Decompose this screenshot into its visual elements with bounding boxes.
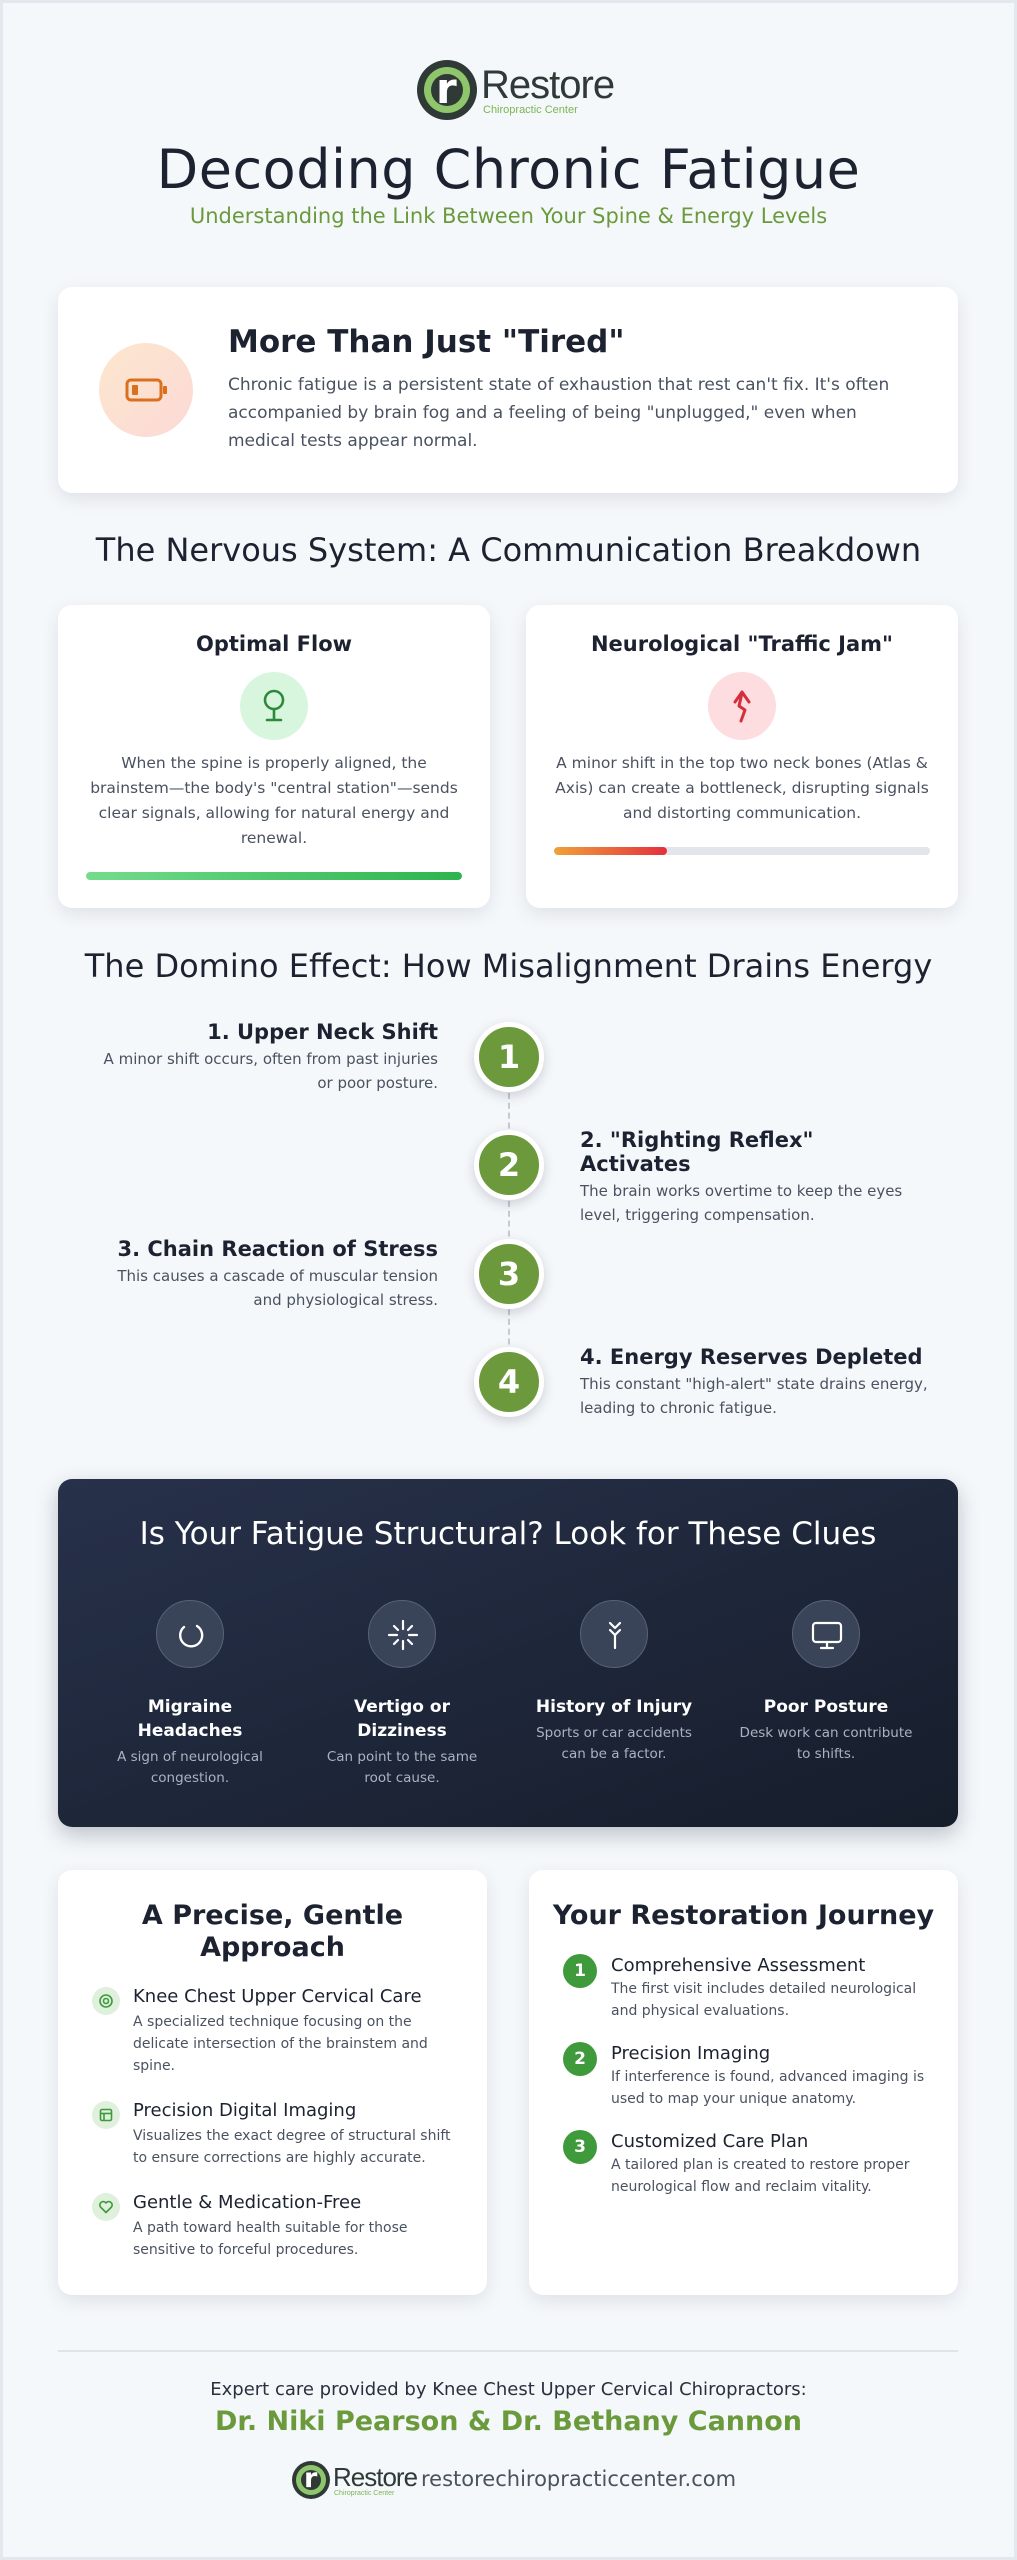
approach-item-2-desc: Visualizes the exact degree of structural shift to ensure corrections are highly accurate.: [133, 2128, 451, 2166]
clue-vertigo-title: Vertigo or Dizziness: [354, 1697, 450, 1741]
journey-step-2-desc: If interference is found, advanced imaging is used to map your unique anatomy.: [611, 2069, 925, 2107]
clue-vertigo: [312, 1600, 492, 1789]
brand-name: Restore: [481, 62, 615, 107]
traffic-jam-title: Neurological "Traffic Jam": [590, 632, 893, 656]
optimal-signal-bar: [86, 872, 462, 880]
domino-step-1-desc: A minor shift occurs, often from past injuries or poor posture.: [103, 1050, 438, 1092]
approach-item-2-title: Precision Digital Imaging: [133, 2100, 357, 2121]
intro-text: Chronic fatigue is a persistent state of exhaustion that rest can't fix. It's often accompanied by brain fog and a feeling of being "unplugged," even when medical tests appear normal.: [228, 375, 890, 451]
domino-step-1-circle: 1: [474, 1022, 544, 1092]
domino-section-title: The Domino Effect: How Misalignment Drains Energy: [84, 947, 933, 985]
footer-lead: Expert care provided by Knee Chest Upper Cervical Chiropractors:: [210, 2379, 807, 2400]
logo-mark-icon: r: [417, 60, 477, 120]
nervous-section-title: The Nervous System: A Communication Breakdown: [95, 531, 922, 569]
journey-step-2-title: Precision Imaging: [611, 2043, 771, 2064]
footer-divider: [58, 2350, 958, 2352]
approach-item-1-desc: A specialized technique focusing on the delicate intersection of the brainstem and spine.: [133, 2014, 428, 2074]
brand-tagline: Chiropractic Center: [483, 103, 578, 116]
monitor-icon: [792, 1600, 860, 1668]
approach-title: A Precise, Gentle Approach: [141, 1900, 404, 1963]
domino-step-1: [88, 1020, 438, 1095]
clue-posture: [736, 1600, 916, 1765]
footer-doctor-names: Dr. Niki Pearson & Dr. Bethany Cannon: [214, 2406, 803, 2437]
footer-logo-mark-icon: r: [292, 2461, 330, 2499]
domino-step-3-desc: This causes a cascade of muscular tension and physiological stress.: [117, 1267, 438, 1309]
domino-step-4-desc: This constant "high-alert" state drains energy, leading to chronic fatigue.: [580, 1375, 928, 1417]
domino-step-2-desc: The brain works overtime to keep the eyes level, triggering compensation.: [580, 1182, 903, 1224]
domino-step-1-title: 1. Upper Neck Shift: [207, 1020, 438, 1044]
clue-posture-desc: Desk work can contribute to shifts.: [739, 1725, 913, 1762]
jam-signal-bar: [554, 847, 930, 855]
approach-item-3-desc: A path toward health suitable for those sensitive to forceful procedures.: [133, 2220, 408, 2258]
heart-icon: [92, 2193, 120, 2221]
clue-injury: [524, 1600, 704, 1765]
jam-signal-fill: [554, 847, 667, 855]
lightning-arrow-icon: [708, 672, 776, 740]
domino-step-2: [580, 1128, 930, 1227]
domino-step-4-title: 4. Energy Reserves Depleted: [580, 1345, 923, 1369]
footer-brand-name: Restore: [333, 2461, 418, 2492]
clue-injury-title: History of Injury: [535, 1697, 693, 1717]
journey-step-2-number: 2: [563, 2042, 597, 2076]
footer-logo[interactable]: [292, 2461, 417, 2499]
domino-step-4-circle: 4: [474, 1347, 544, 1417]
journey-title: Your Restoration Journey: [552, 1900, 935, 1931]
tree-icon: [240, 672, 308, 740]
approach-item-3-title: Gentle & Medication-Free: [133, 2192, 362, 2213]
clue-injury-desc: Sports or car accidents can be a factor.: [536, 1725, 692, 1762]
domino-step-3-title: 3. Chain Reaction of Stress: [117, 1237, 438, 1261]
domino-step-4: [580, 1345, 930, 1420]
footer-brand-tagline: Chiropractic Center: [334, 2489, 395, 2497]
dizzy-burst-icon: [368, 1600, 436, 1668]
domino-step-2-title: 2. "Righting Reflex" Activates: [580, 1128, 814, 1176]
clues-title: Is Your Fatigue Structural? Look for These Clues: [139, 1516, 877, 1552]
journey-step-3-desc: A tailored plan is created to restore proper neurological flow and reclaim vitality.: [611, 2157, 910, 2195]
optimal-signal-fill: [86, 872, 462, 880]
journey-step-1-number: 1: [563, 1954, 597, 1988]
journey-step-3-title: Customized Care Plan: [611, 2131, 809, 2152]
footer-website-link[interactable]: restorechiropracticcenter.com: [421, 2467, 737, 2491]
optimal-flow-text: When the spine is properly aligned, the brainstem—the body's "central station"—sends clear signals, allowing for natural energy and renewal.: [90, 754, 458, 847]
clue-posture-title: Poor Posture: [763, 1697, 889, 1717]
intro-title: More Than Just "Tired": [228, 324, 625, 360]
impact-arrow-icon: [580, 1600, 648, 1668]
domino-step-2-circle: 2: [474, 1130, 544, 1200]
clue-vertigo-desc: Can point to the same root cause.: [326, 1749, 478, 1786]
journey-step-3-number: 3: [563, 2130, 597, 2164]
battery-low-icon: [99, 343, 193, 437]
domino-step-3-circle: 3: [474, 1239, 544, 1309]
clue-migraine: [100, 1600, 280, 1789]
journey-step-1-title: Comprehensive Assessment: [611, 1955, 866, 1976]
header-logo[interactable]: [417, 60, 614, 120]
optimal-flow-title: Optimal Flow: [195, 632, 353, 656]
traffic-jam-text: A minor shift in the top two neck bones (Atlas & Axis) can create a bottleneck, disrupting signals and distorting communication.: [555, 754, 929, 822]
page-title: Decoding Chronic Fatigue: [156, 138, 861, 201]
approach-item-1-title: Knee Chest Upper Cervical Care: [133, 1986, 422, 2007]
journey-step-1-desc: The first visit includes detailed neurological and physical evaluations.: [611, 1981, 917, 2019]
target-icon: [92, 1987, 120, 2015]
image-scan-icon: [92, 2101, 120, 2129]
domino-step-3: [88, 1237, 438, 1312]
clue-migraine-desc: A sign of neurological congestion.: [117, 1749, 263, 1786]
page-subtitle: Understanding the Link Between Your Spine & Energy Levels: [189, 204, 828, 228]
spinner-icon: [156, 1600, 224, 1668]
clue-migraine-title: Migraine Headaches: [137, 1697, 243, 1741]
